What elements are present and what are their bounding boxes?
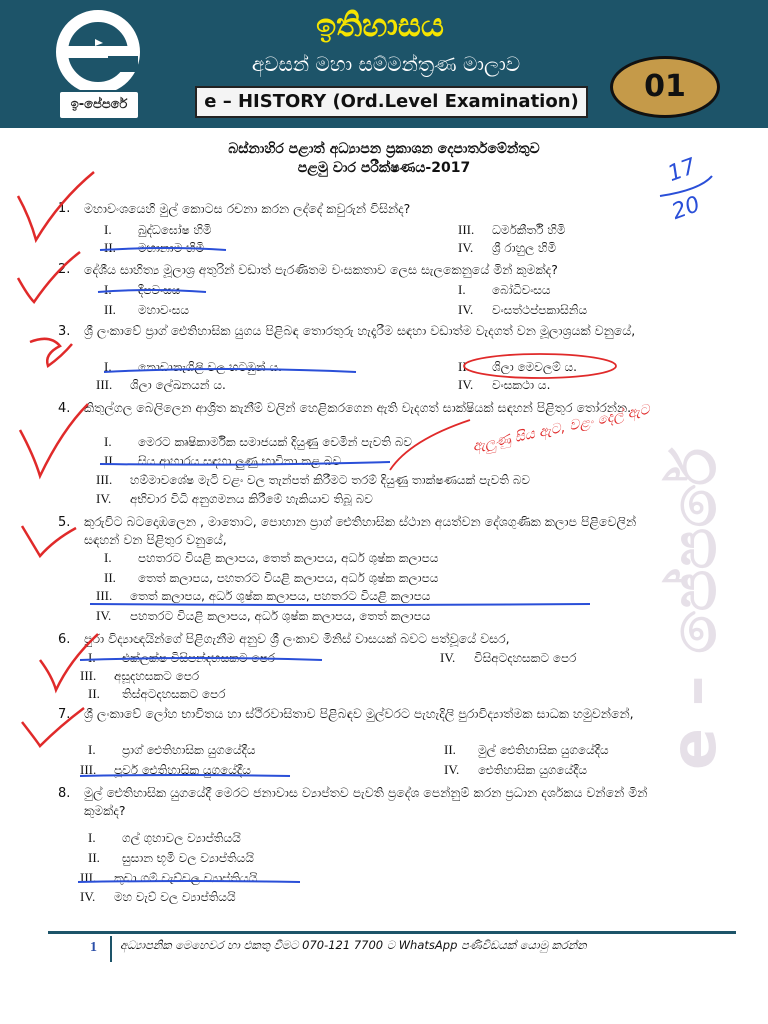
option: II. මහාවංසය xyxy=(104,302,189,317)
question-number: 5. xyxy=(58,515,71,530)
watermark-text: e – පේපරේ xyxy=(657,447,730,770)
department-name: බස්නාහිර පළාත් අධ්‍යාපන ප්‍රකාශන දෙපාර්තමේන්තුව xyxy=(228,141,540,157)
question-text: කුරුවිට බටදොඹලෙන , මාතොට, පොහාන ප්‍රාග් ඓතිහාසික ස්ථාන අයත්වන දේශගුණික කලාප පිළිවෙලින් සඳහන් වන පිළිතුර වනුයේ, xyxy=(84,514,637,547)
footer-separator xyxy=(110,936,112,962)
option: II. ශිලා මෙවලම් ය. xyxy=(458,359,577,374)
page-number: 1 xyxy=(90,940,97,955)
option: II. මහානාම හිමි xyxy=(104,240,205,255)
paper-number-badge: 01 xyxy=(610,56,720,118)
option: IV. ශ්‍රී රාහුල හිමි xyxy=(458,240,557,255)
question-text: මහාවංශයෙහි මුල් කොටස රචනා කරන ලද්දේ කවුරුන් විසින්ද? xyxy=(84,201,411,216)
option: I. මෙරට කෘෂිකාර්මික සමාජයක් දියුණු වෙමින් පැවති බව xyxy=(104,434,413,449)
option: IV. මහ වැව් වල ව්‍යාප්තියයි xyxy=(80,889,236,904)
option: III. තෙත් කලාපය, අර්ධ ශුෂ්ක කලාපය, පහතරට වියළි කලාපය xyxy=(96,588,431,603)
question-number: 7. xyxy=(58,707,71,722)
option: II. තිස්අටදහසකට පෙර xyxy=(88,686,226,701)
option: IV. වංසත්ථප්පකාසිනිය xyxy=(458,302,588,317)
option: III. ශිලා ලේඛනයන් ය. xyxy=(96,377,226,392)
e-paper-watermark xyxy=(655,370,768,790)
option: I. දීපවංසය xyxy=(104,282,181,297)
question-number: 3. xyxy=(58,324,71,339)
option: II. තෙත් කලාපය, පහතරට වියළි කලාපය, අර්ධ ශුෂ්ක කලාපය xyxy=(104,570,439,585)
page-title: ඉතිහාසය xyxy=(316,6,444,44)
option: III. හම්මාවශේෂ මැටි වළං වල තැන්පත් කිරීමට තරම් දියුණු තාක්ෂණයක් පැවති බව xyxy=(96,472,530,487)
red-mark-q3 xyxy=(30,339,72,366)
option: I. බෝධිවංසය xyxy=(458,282,551,297)
question-number: 4. xyxy=(58,401,71,416)
option: I. ප්‍රාග් ඓතිහාසික යුගයේදීය xyxy=(88,742,256,757)
footer-note: අධ්‍යාපනික මෙහෙවර හා එකතු වීමට 070-121 7700 ට WhatsApp පණිවිඩයක් යොමු කරන්න xyxy=(120,938,587,952)
question-text: දේශීය සාහිත්‍ය මූලාශ්‍ර අතුරින් වඩාත් පැරණිතම වංසකතාව ලෙස සැලකෙනුයේ මින් කුමක්ද? xyxy=(84,262,558,277)
option: III. ධර්මකීර්ති හිමි xyxy=(458,222,566,237)
option: I. ගල් ගුහාවල ව්‍යාප්තියයි xyxy=(88,830,241,845)
question-number: 1. xyxy=(58,201,71,216)
exam-term: පළමු වාර පරීක්ෂණය-2017 xyxy=(297,160,471,176)
option: I. නොඩානැගිලි වල හටඹුන් ය. xyxy=(104,359,282,374)
option: I. පහතරට වියළි කලාපය, තෙත් කලාපය, අර්ධ ශුෂ්ක කලාපය xyxy=(104,550,439,565)
score-denominator: 20 xyxy=(668,191,704,226)
option: IV. විසිඅටදහසකට පෙර xyxy=(440,650,577,665)
option: II. සුසාන භූමි වල ව්‍යාප්තියයි xyxy=(88,850,254,865)
red-tick-q5 xyxy=(22,526,76,556)
option: IV. ඓතිහාසික යුගයේදීය xyxy=(444,762,588,777)
footer-divider xyxy=(48,931,736,934)
question-text: ශ්‍රී ලංකාවේ ලෝහ භාවිතය හා ස්ථිරවාසිතාව පිළිබඳව මුල්වරට පැහැදිලි පුරාවිද්‍යාත්මක සාධක හමුවන්නේ, xyxy=(84,706,634,721)
question-number: 2. xyxy=(58,262,71,277)
question-text: මුල් ඓතිහාසික යුගයේදී මෙරට ජනාවාස ව්‍යාප්තව පැවති ප්‍රදේශ පෙන්නුම් කරන ප්‍රධාන දර්ශකය වන්නේ මින් කුමක්ද? xyxy=(84,785,648,818)
red-tick-q2 xyxy=(18,252,80,302)
header-banner xyxy=(0,0,768,128)
page-subtitle: අවසන් මහා සම්මන්ත්‍රණ මාලාව xyxy=(251,52,521,76)
option: IV. පහතරට වියළි කලාපය, අර්ධ ශුෂ්ක කලාපය, තෙත් කලාපය xyxy=(96,608,431,623)
margin-note: ඇලුණු සිය ඇට, වළං දෙල් ඇට xyxy=(471,401,652,455)
option: IV. වංසකථා ය. xyxy=(458,377,551,392)
option: II. මුල් ඓතිහාසික යුගයේදීය xyxy=(444,742,609,757)
exam-label: e – HISTORY (Ord.Level Examination) xyxy=(195,86,588,118)
option: III. අසූදහසකට පෙර xyxy=(80,668,200,683)
question-text: ශ්‍රී ලංකාවේ ප්‍රාග් ඓතිහාසික යුගය පිළිබඳ තොරතුරු හැදෑරීම සඳහා වඩාත්ම වැදගත් වන මූලාශ්‍රයක් වනුයේ, xyxy=(84,323,636,338)
brand-badge: ඉ-පේපරේ xyxy=(58,90,140,120)
question-number: 8. xyxy=(58,786,71,801)
question-number: 6. xyxy=(58,632,71,647)
question-text: පුරා විද්‍යාඥයින්ගේ පිළිගැනීම අනුව ශ්‍රී ලංකාව මිනිස් වාසයක් බවට පත්වූයේ වසර, xyxy=(84,631,510,646)
red-tick-q1 xyxy=(18,172,94,240)
option: I. බුද්ධඝෝෂ හිමි xyxy=(104,222,212,237)
option: III. පූර්ව ඓතිහාසික යුගයේදීය xyxy=(80,762,251,777)
red-tick-q4 xyxy=(20,404,88,476)
option: II. සිය ආහාරය සඳහා ලුණු භාවිතා කළ බව xyxy=(104,453,342,468)
option: I. එක්ලක්ෂ විසිපන්දහසකට පෙර xyxy=(88,650,275,665)
option: IV. අභිචාර විධි අනුගමනය කිරීමේ හැකියාව තිබූ බව xyxy=(96,491,373,506)
red-tick-q7 xyxy=(22,708,84,746)
question-text: කිතුල්ගල බෙලිලෙන ආශ්‍රිත කැනීම් වලින් හෙළිකරගෙන ඇති වැදගත් සාක්ෂියක් සඳහන් පිළිතුර තෝරන්න. xyxy=(84,400,632,415)
blue-underline-q5 xyxy=(90,604,590,605)
department-heading xyxy=(0,140,768,178)
option: III. කුඩා ගම් වැව්වල ව්‍යාප්තියයි xyxy=(80,870,258,885)
score-numerator: 17 xyxy=(664,153,700,188)
score-divider xyxy=(660,176,712,196)
